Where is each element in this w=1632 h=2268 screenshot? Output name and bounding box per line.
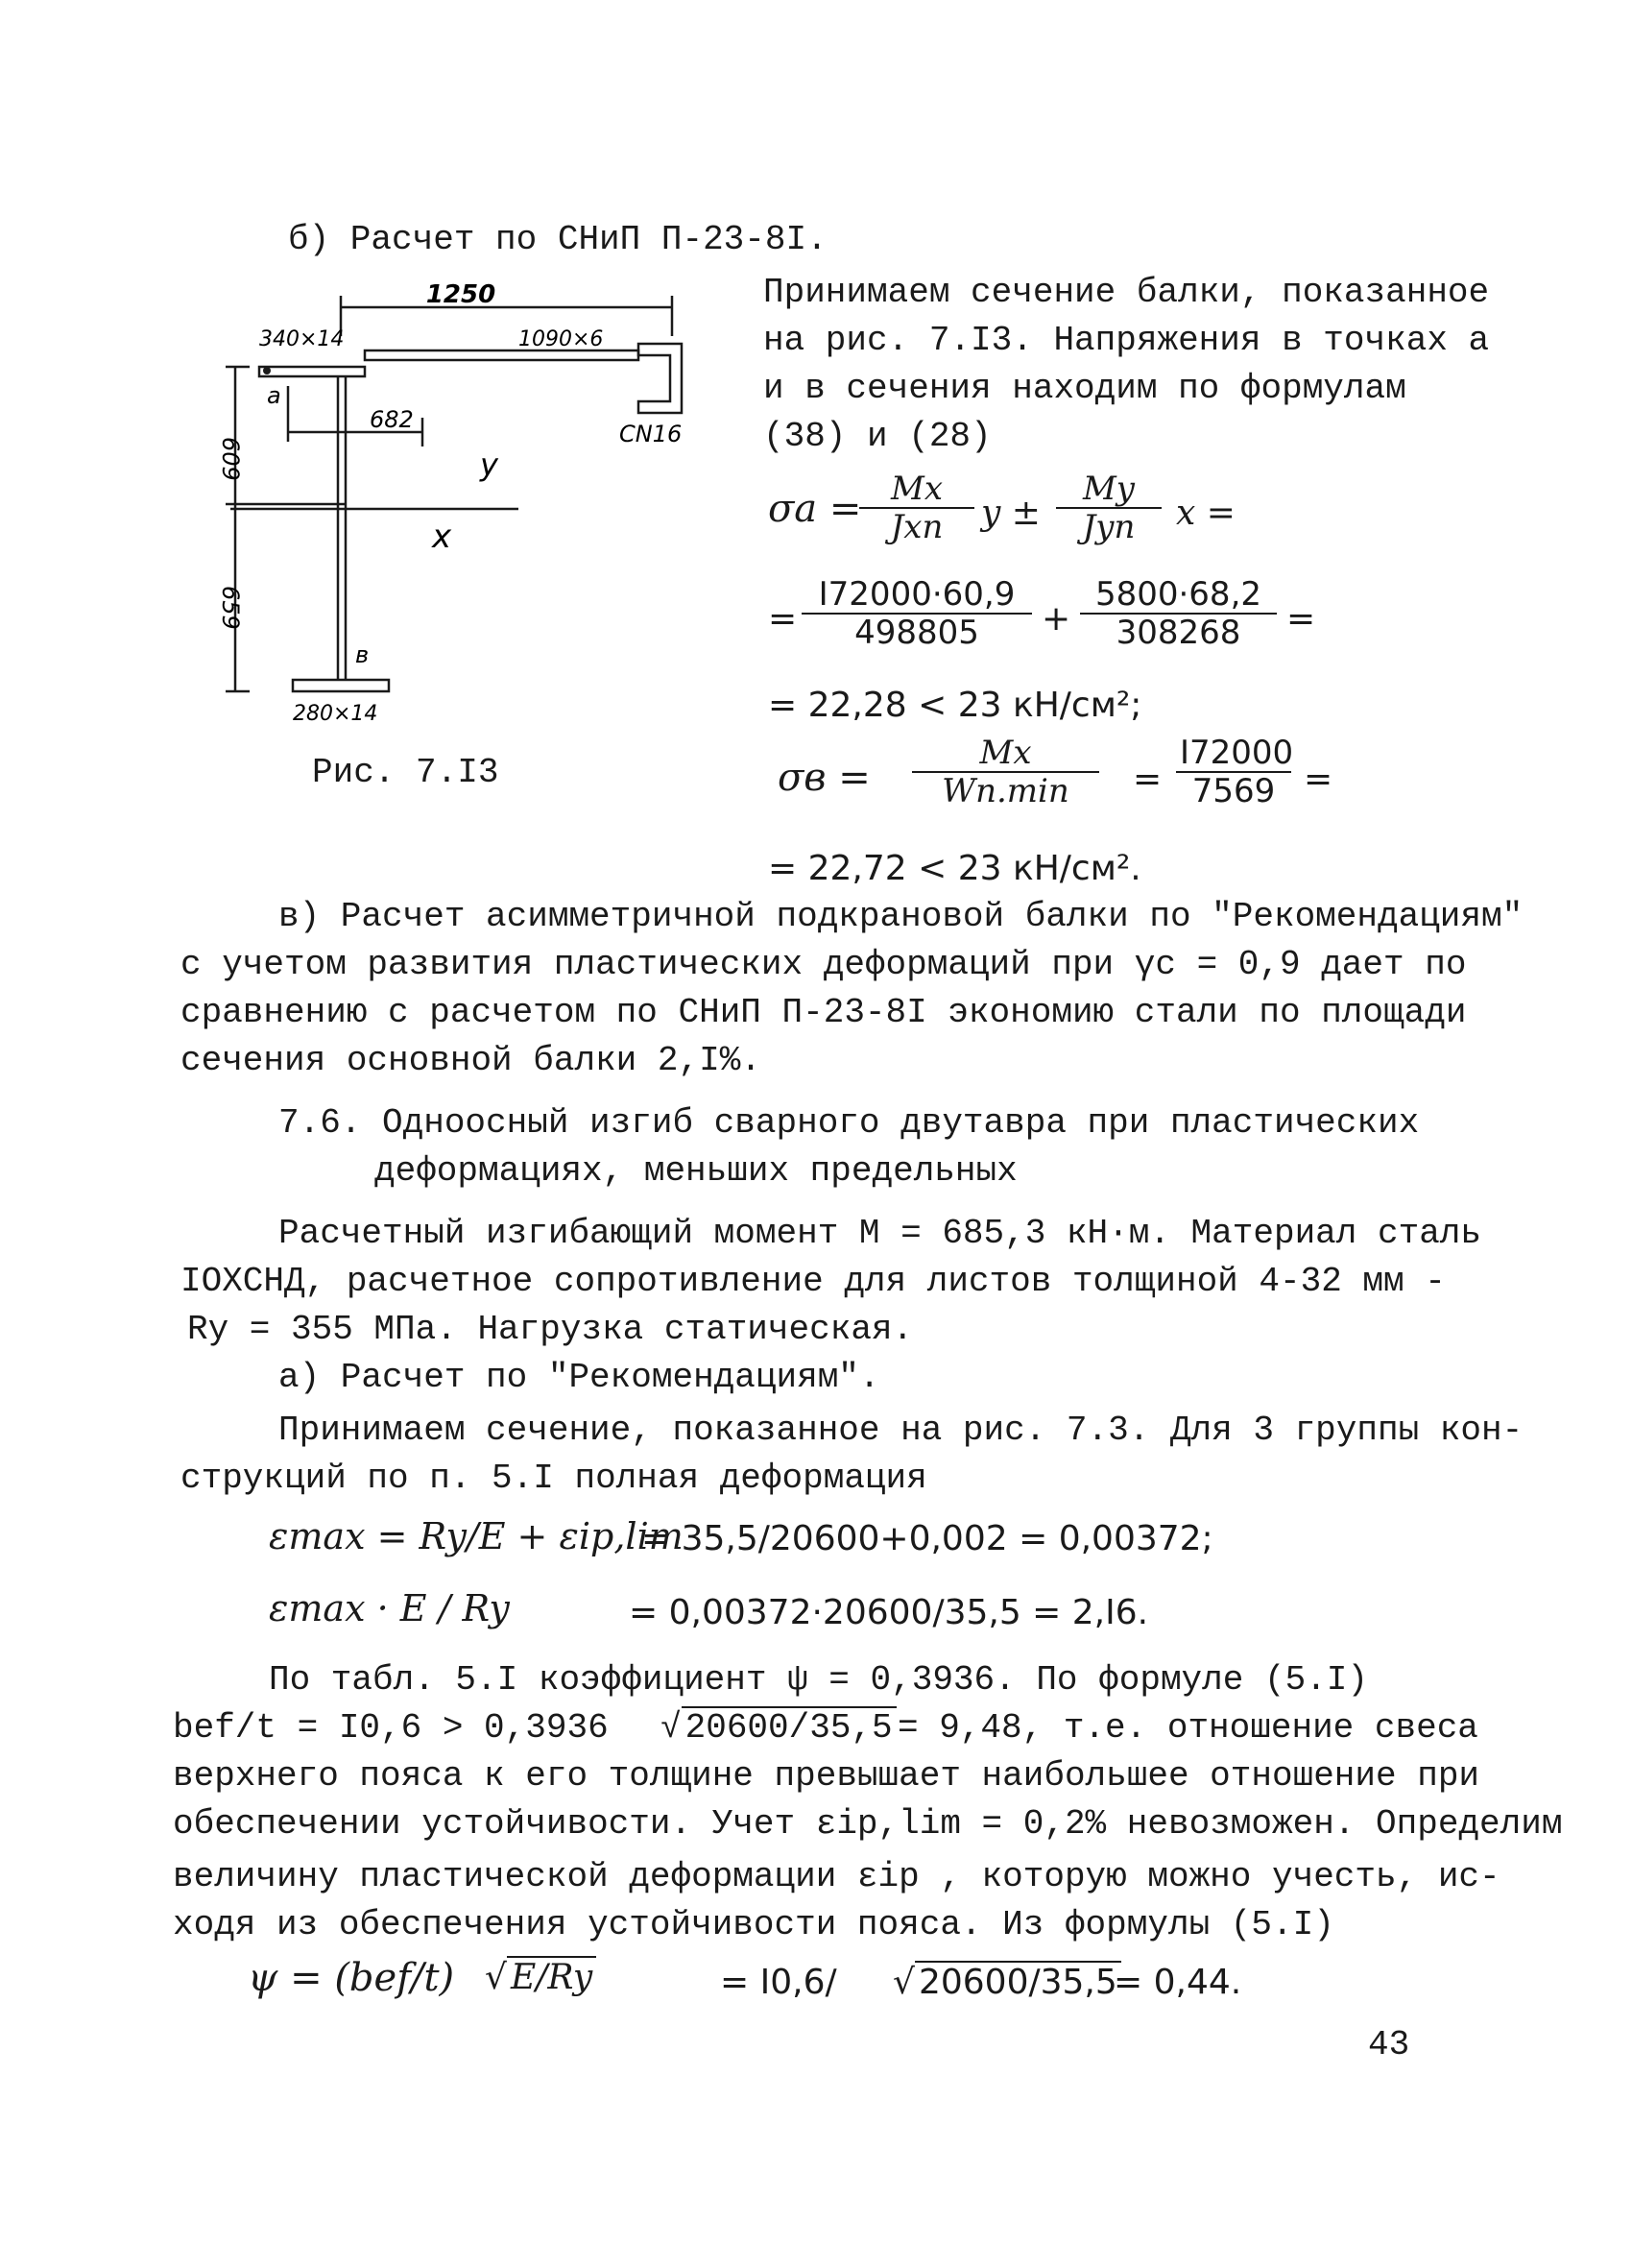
dim-label: 682 [370,406,414,433]
text-line: обеспечении устойчивости. Учет εip,lim = 0,2% невозможен. Определим [173,1804,1563,1844]
formula-emax-rhs: = 35,5/20600+0,002 = 0,00372; [641,1519,1213,1558]
text-line: bef/t = I0,6 > 0,3936 [173,1708,609,1748]
axis-label: x [432,518,452,556]
formula-part: = [1286,599,1316,639]
denominator: 498805 [854,614,979,652]
numerator: I72000·60,9 [802,576,1032,615]
text-line: Расчетный изгибающий момент M = 685,3 кН·м. Материал сталь [278,1214,1482,1253]
formula-part: x = [1176,494,1236,533]
formula-result-a: = 22,28 < 23 кН/см²; [768,686,1142,725]
section-b-heading: б) Расчет по СНиП П-23-8I. [288,220,828,259]
text-line: (38) и (28) [763,417,992,456]
formula-emaxE-rhs: = 0,00372·20600/35,5 = 2,I6. [629,1593,1149,1632]
dim-label: 340×14 [259,327,345,351]
text-line: Ry = 355 МПа. Нагрузка статическая. [187,1310,914,1349]
text-line: сравнению с расчетом по СНиП П-23-8I экономию стали по площади [180,993,1467,1032]
numerator: Mx [859,470,974,509]
text-line: на рис. 7.I3. Напряжения в точках а [763,321,1490,360]
axis-label: y [480,446,498,483]
text-line: По табл. 5.I коэффициент ψ = 0,3936. По формуле (5.I) [269,1660,1368,1700]
text-line: в) Расчет асимметричной подкрановой балки по "Рекомендациям" [278,897,1524,936]
text-line: величину пластической деформации εip , которую можно учесть, ис- [173,1857,1500,1896]
formula-part: = I0,6/ [720,1963,837,2002]
formula-result-b: = 22,72 < 23 кН/см². [768,849,1141,888]
denominator: Jyn [1082,508,1136,546]
page-number: 43 [1368,2025,1410,2064]
dim-label: 659 [217,586,244,630]
denominator: Wn.min [942,772,1069,810]
fraction-1 [802,576,1032,651]
dim-label: 1250 [425,280,496,309]
final-formula-lhs: ψ = (bef/t) [248,1956,455,2000]
sqrt-radicand: 20600/35,5 [915,1961,1121,2002]
formula-part: = 0,44. [1114,1963,1242,2002]
text-line: сечения основной балки 2,I%. [180,1041,761,1080]
formula-emaxE-lhs: εmax · E / Ry [269,1587,510,1629]
formula-part: = [1304,760,1333,799]
text-line: струкций по п. 5.I полная деформация [180,1459,927,1498]
numerator: I72000 [1176,735,1291,773]
bottom-flange [293,680,389,691]
formula-part: = [768,599,798,639]
beam-section-figure [217,278,710,739]
point-label: а [267,382,281,409]
section-title: деформациях, меньших предельных [374,1151,1018,1191]
formula-part: + [1042,599,1071,639]
fraction-2 [1080,576,1277,651]
text-line: = 9,48, т.е. отношение свеса [898,1708,1478,1748]
fraction-my-jyn [1056,470,1162,545]
text-line: Принимаем сечение, показанное на рис. 7.3. Для 3 группы кон- [278,1411,1524,1450]
text-line: а) Расчет по "Рекомендациям". [278,1358,880,1397]
point-a-marker [263,367,271,374]
channel-label: СN16 [619,421,683,447]
denominator: 308268 [1116,614,1241,652]
fraction-mx-jxn [859,470,974,545]
sqrt-expression: √ 20600/35,5 [660,1709,897,1748]
text-line: и в сечения находим по формулам [763,369,1406,408]
figure-caption: Рис. 7.I3 [312,753,499,792]
sqrt-expression: √ 20600/35,5 [893,1964,1121,2002]
formula-emax-lhs: εmax = Ry/E + εip,lim [269,1515,684,1557]
sigma-a-label: σa = [768,487,862,531]
dim-label: 609 [217,437,244,481]
dim-label: 280×14 [293,702,378,726]
top-flange [259,367,365,376]
text-line: ходя из обеспечения устойчивости пояса. Из формулы (5.I) [173,1905,1334,1944]
text-line: Принимаем сечение балки, показанное [763,273,1490,312]
text-line: с учетом развития пластических деформаций при γc = 0,9 дает по [180,945,1467,984]
numerator: 5800·68,2 [1080,576,1277,615]
formula-part: y ± [981,494,1041,533]
channel-section [638,344,682,413]
fraction-values [1176,734,1294,810]
horizontal-plate [365,350,638,360]
text-line: IОХСНД, расчетное сопротивление для листов толщиной 4-32 мм - [180,1262,1446,1301]
denominator: Jxn [890,508,944,546]
sigma-b-label: σв = [778,756,871,800]
sqrt-radicand: E/Ry [507,1956,596,1997]
section-title: 7.6. Одноосный изгиб сварного двутавра при пластических [278,1103,1420,1143]
numerator: My [1056,470,1162,509]
text-line: верхнего пояса к его толщине превышает наибольшее отношение при [173,1756,1480,1796]
fraction-mx-wnmin [912,735,1099,809]
point-label: в [355,641,370,668]
denominator: 7569 [1191,772,1276,810]
numerator: Mx [912,735,1099,773]
dim-label: 1090×6 [518,327,604,351]
formula-part: = [1133,760,1163,799]
sqrt-expression: √ E/Ry [485,1959,596,1997]
sqrt-radicand: 20600/35,5 [682,1706,897,1748]
